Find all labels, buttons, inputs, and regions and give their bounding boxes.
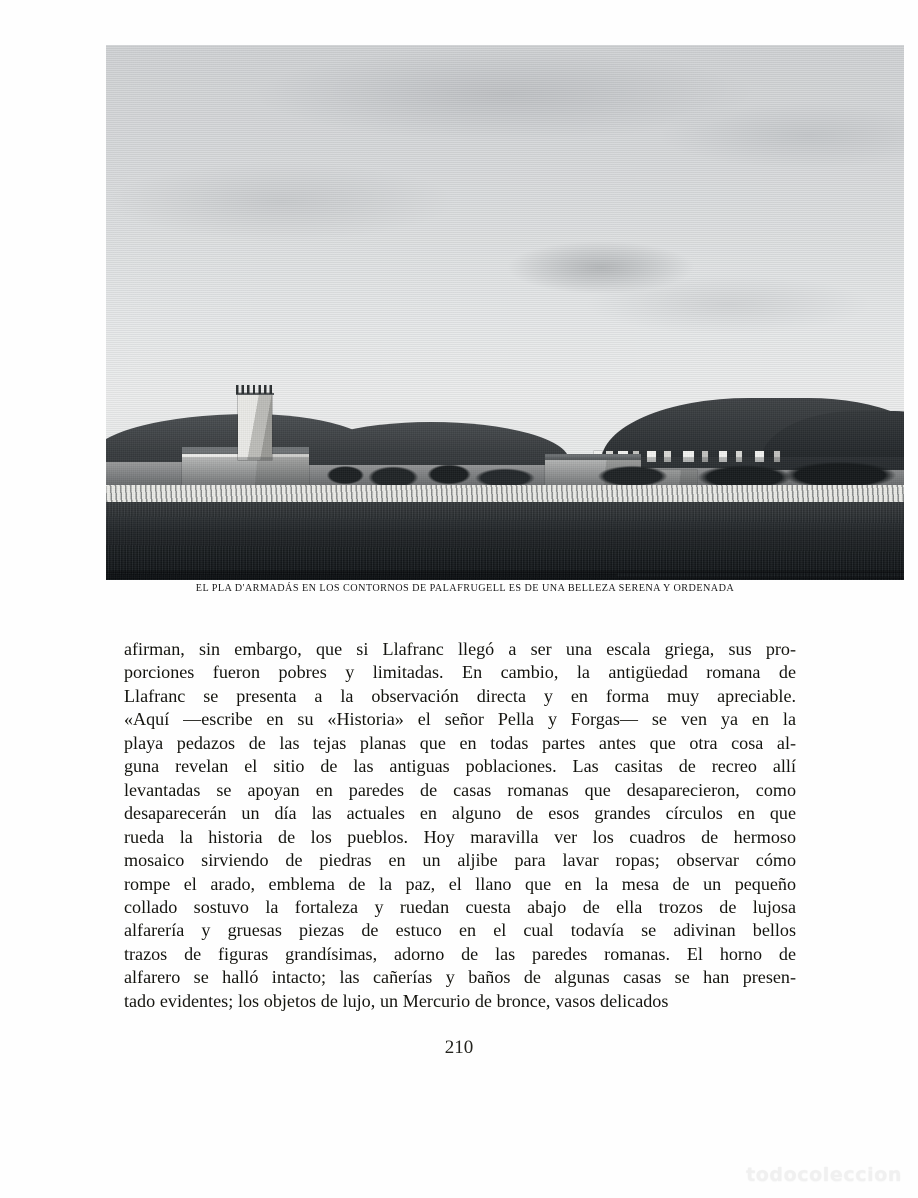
text-line: levantadas se apoyan en paredes de casas romanas que desaparecieron, como bbox=[124, 779, 796, 800]
photo-caption: EL PLA D'ARMADÁS EN LOS CONTORNOS DE PALAFRUGELL ES DE UNA BELLEZA SERENA Y ORDENADA bbox=[195, 583, 735, 594]
tower-crenellation bbox=[236, 385, 274, 394]
sky-region bbox=[106, 45, 904, 457]
text-line: collado sostuvo la fortaleza y ruedan cuesta abajo de ella trozos de lujosa bbox=[124, 896, 796, 917]
page-number: 210 bbox=[444, 1037, 474, 1058]
text-line: guna revelan el sitio de las antiguas poblaciones. Las casitas de recreo allí bbox=[124, 756, 796, 777]
text-line: tado evidentes; los objetos de lujo, un Mercurio de bronce, vasos delicados bbox=[124, 990, 669, 1011]
text-line: rueda la historia de los pueblos. Hoy maravilla ver los cuadros de hermoso bbox=[124, 826, 796, 847]
text-line: porciones fueron pobres y limitadas. En cambio, la antigüedad romana de bbox=[124, 662, 796, 683]
text-line: Llafranc se presenta a la observación directa y en forma muy apreciable. bbox=[124, 685, 796, 706]
text-line: afirman, sin embargo, que si Llafranc llegó a ser una escala griega, sus pro- bbox=[124, 639, 796, 659]
sky-grain-texture bbox=[106, 45, 904, 457]
ploughed-foreground-field bbox=[106, 502, 904, 580]
landscape-photograph bbox=[106, 45, 904, 580]
text-line: rompe el arado, emblema de la paz, el llano que en la mesa de un pequeño bbox=[124, 873, 796, 894]
body-text-block bbox=[124, 638, 796, 1013]
text-line: trazos de figuras grandísimas, adorno de las paredes romanas. El horno de bbox=[124, 943, 796, 964]
text-line: mosaico sirviendo de piedras en un aljibe para lavar ropas; observar cómo bbox=[124, 850, 796, 871]
field-furrow bbox=[106, 577, 904, 580]
text-line: alfarero se halló intacto; las cañerías y baños de algunas casas se han presen- bbox=[124, 967, 796, 988]
field-furrow bbox=[106, 571, 904, 573]
text-line: playa pedazos de las tejas planas que en todas partes antes que otra cosa al- bbox=[124, 732, 796, 753]
text-line: desaparecerán un día las actuales en alguno de esos grandes círculos en que bbox=[124, 803, 796, 824]
photo-figure bbox=[106, 45, 904, 580]
site-watermark: todocoleccion bbox=[746, 1164, 902, 1186]
crenellated-tower bbox=[238, 393, 272, 460]
text-line: «Aquí —escribe en su «Historia» el señor Pella y Forgas— se ven ya en la bbox=[124, 709, 796, 730]
text-line: alfarería y gruesas piezas de estuco en el cual todavía se adivinan bellos bbox=[124, 920, 796, 941]
